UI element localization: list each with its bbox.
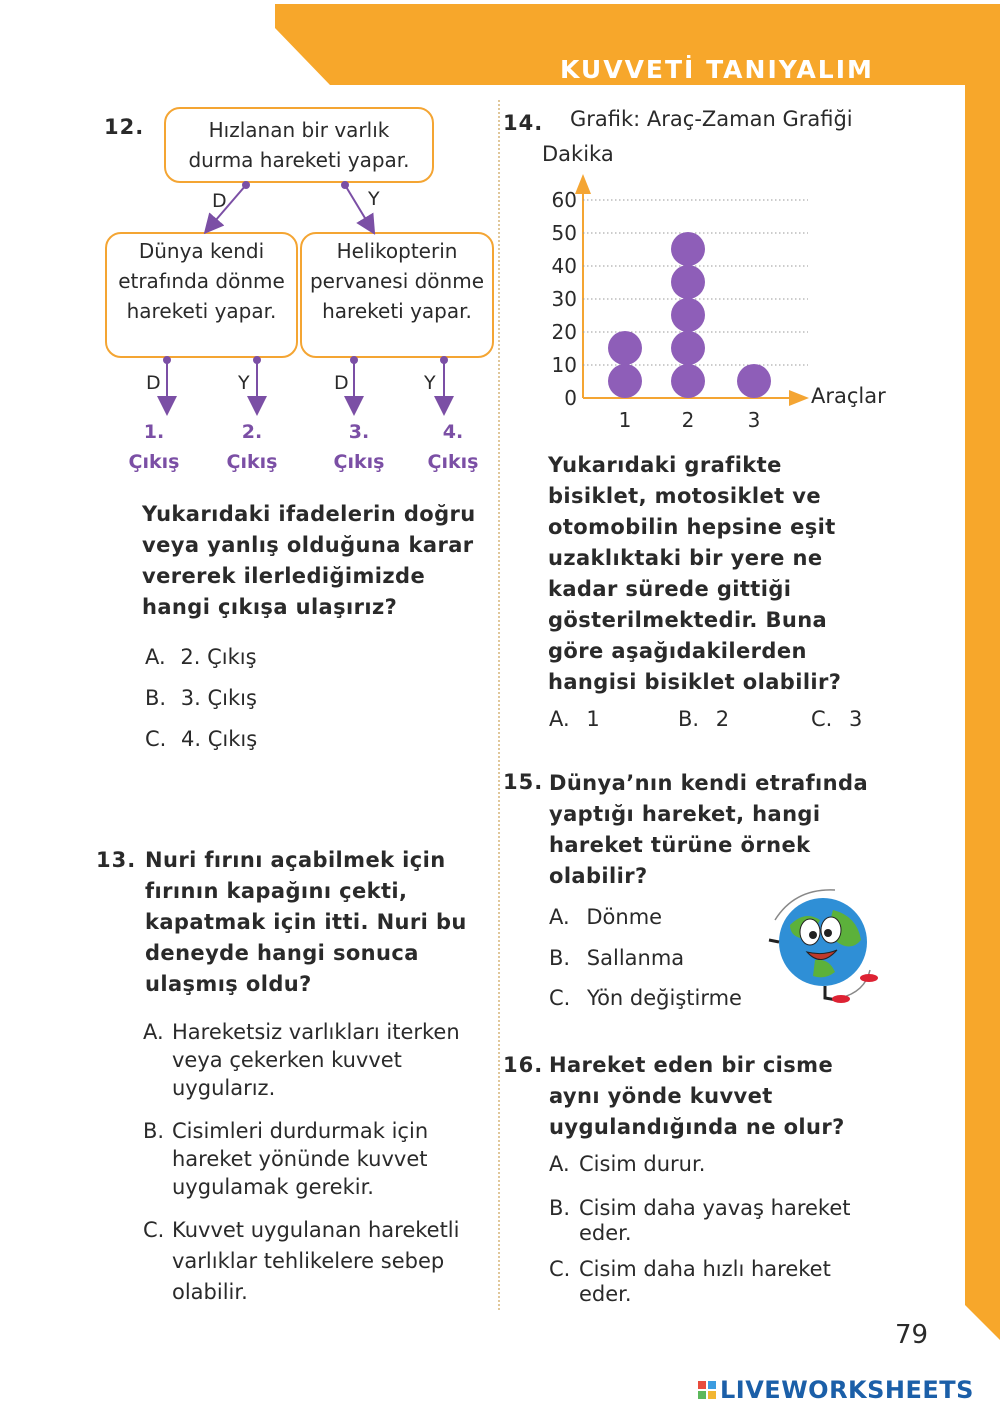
option-letter: A. <box>145 645 166 669</box>
q16-question: Hareket eden bir cisme aynı yönde kuvvet uygulandığında ne olur? <box>549 1053 845 1139</box>
data-point-vehicle-3 <box>737 364 771 398</box>
q14-question: Yukarıdaki grafikte bisiklet, motosiklet ve otomobilin hepsine eşit uzaklıktaki bir yere ne kadar sürede gittiği gösterilmektedir. Buna göre aşağıdakilerden hangisi bisiklet olabilir? <box>548 453 842 694</box>
option-letter: C. <box>549 986 571 1010</box>
q12-y-top: Y <box>368 188 380 210</box>
option-text: Dönme <box>586 905 663 929</box>
q14-option-a[interactable] <box>549 707 600 731</box>
exit-label: Çıkış <box>333 451 385 473</box>
q12-number: 12. <box>104 115 145 139</box>
option-letter: B. <box>145 686 167 710</box>
q13-number: 13. <box>96 848 137 872</box>
q15-question: Dünya’nın kendi etrafında yaptığı hareket, hangi hareket türüne örnek olabilir? <box>549 771 869 888</box>
q13-option-a[interactable] <box>143 1018 488 1102</box>
q12-y-right: Y <box>424 372 436 394</box>
y-tick-label: 40 <box>551 254 577 278</box>
q12-left-box: Dünya kendi etrafında dönme hareketi yapar. <box>105 232 298 358</box>
earth-mascot-illustration <box>765 880 885 1005</box>
q16-option-a[interactable] <box>549 1152 889 1177</box>
q12-option-b[interactable] <box>145 686 257 710</box>
q12-question: Yukarıdaki ifadelerin doğru veya yanlış olduğuna karar vererek ilerlediğimizde hangi çıkışa ulaşırız? <box>142 502 476 619</box>
q12-option-a[interactable] <box>145 645 257 669</box>
q14-number: 14. <box>503 111 544 135</box>
option-letter: C. <box>143 1218 165 1242</box>
q12-exit-2 <box>216 417 288 477</box>
q12-option-c[interactable] <box>145 727 257 751</box>
exit-label: Çıkış <box>427 451 479 473</box>
y-tick-label: 60 <box>551 188 577 212</box>
option-text: Cisim daha hızlı hareket eder. <box>579 1257 831 1306</box>
option-text: 2 <box>715 707 730 731</box>
option-text: Cisim durur. <box>579 1152 706 1176</box>
data-point-vehicle-1 <box>608 364 642 398</box>
data-point-vehicle-2 <box>671 331 705 365</box>
option-letter: A. <box>549 707 570 731</box>
chart-title: Grafik: Araç-Zaman Grafiği <box>570 107 853 131</box>
q16-number: 16. <box>503 1053 544 1077</box>
x-tick-label: 1 <box>618 408 632 432</box>
option-text: Cisimleri durdurmak için hareket yönünde kuvvet uygulamak gerekir. <box>172 1119 429 1199</box>
q14-option-c[interactable] <box>811 707 862 731</box>
q12-top-box: Hızlanan bir varlık durma hareketi yapar. <box>164 107 434 183</box>
option-letter: A. <box>549 905 570 929</box>
option-letter: B. <box>143 1119 165 1143</box>
q15-option-b[interactable] <box>549 946 684 970</box>
y-tick-label: 0 <box>564 386 577 410</box>
q15-number: 15. <box>503 770 544 794</box>
x-tick-label: 3 <box>747 408 761 432</box>
option-text: Cisim daha yavaş hareket eder. <box>579 1196 851 1245</box>
liveworksheets-logo <box>698 1376 974 1404</box>
option-letter: B. <box>549 1196 571 1220</box>
option-letter: C. <box>145 727 167 751</box>
data-point-vehicle-2 <box>671 265 705 299</box>
option-letter: B. <box>678 707 700 731</box>
q13-option-c[interactable] <box>143 1215 488 1308</box>
option-letter: A. <box>143 1020 164 1044</box>
option-text: Kuvvet uygulanan hareketli varlıklar tehlikelere sebep olabilir. <box>172 1218 460 1304</box>
y-tick-label: 30 <box>551 287 577 311</box>
data-point-vehicle-2 <box>671 364 705 398</box>
q12-exit-3 <box>323 417 395 477</box>
option-text: 3 <box>849 707 863 731</box>
exit-number: 1. <box>143 421 165 443</box>
chart-xlabel: Araçlar <box>811 384 886 408</box>
data-point-vehicle-2 <box>671 298 705 332</box>
q12-right-box: Helikopterin pervanesi dönme hareketi yapar. <box>300 232 494 358</box>
chart-ylabel: Dakika <box>542 142 614 166</box>
q13-option-b[interactable] <box>143 1117 488 1201</box>
option-text: 1 <box>586 707 600 731</box>
data-point-vehicle-2 <box>671 232 705 266</box>
q12-d-left: D <box>146 372 161 394</box>
option-letter: B. <box>549 946 571 970</box>
q14-option-b[interactable] <box>678 707 729 731</box>
q15-option-a[interactable] <box>549 905 662 929</box>
y-tick-label: 50 <box>551 221 577 245</box>
q12-y-left: Y <box>238 372 250 394</box>
q16-option-c[interactable] <box>549 1257 889 1307</box>
q13-question: Nuri fırını açabilmek için fırının kapağını çekti, kapatmak için itti. Nuri bu deneyde hangi sonuca ulaşmış oldu? <box>145 848 467 996</box>
exit-label: Çıkış <box>128 451 180 473</box>
q12-exit-1 <box>118 417 190 477</box>
option-text: 2. Çıkış <box>180 645 257 669</box>
option-text: Hareketsiz varlıkları iterken veya çekerken kuvvet uygularız. <box>172 1020 460 1100</box>
q12-d-top: D <box>212 190 227 212</box>
option-text: Sallanma <box>586 946 685 970</box>
x-tick-label: 2 <box>681 408 695 432</box>
exit-number: 4. <box>442 421 464 443</box>
y-tick-label: 10 <box>551 353 577 377</box>
option-text: 4. Çıkış <box>181 727 258 751</box>
brand-text: LIVEWORKSHEETS <box>720 1376 974 1404</box>
option-letter: A. <box>549 1152 570 1176</box>
q12-d-right: D <box>334 372 349 394</box>
q15-option-c[interactable] <box>549 986 742 1010</box>
q16-option-b[interactable] <box>549 1196 889 1246</box>
exit-label: Çıkış <box>226 451 278 473</box>
option-letter: C. <box>811 707 833 731</box>
y-tick-label: 20 <box>551 320 577 344</box>
data-point-vehicle-1 <box>608 331 642 365</box>
header-title: KUVVETİ TANIYALIM <box>560 55 874 84</box>
option-text: 3. Çıkış <box>180 686 257 710</box>
exit-number: 2. <box>241 421 263 443</box>
page-number: 79 <box>895 1320 929 1350</box>
exit-number: 3. <box>348 421 370 443</box>
grid-icon <box>698 1381 716 1399</box>
q12-exit-4 <box>417 417 489 477</box>
option-letter: C. <box>549 1257 571 1281</box>
option-text: Yön değiştirme <box>587 986 742 1010</box>
